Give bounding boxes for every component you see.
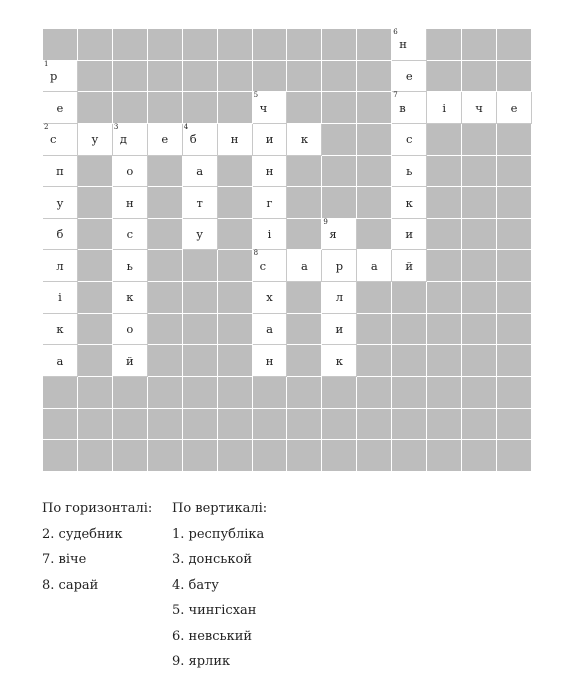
letter-cell [427, 92, 462, 124]
cell-letter: я [329, 227, 337, 242]
block-cell [357, 219, 392, 251]
clue-number: 7 [393, 91, 398, 100]
letter-cell [183, 219, 218, 251]
block-cell [322, 124, 357, 156]
block-cell [183, 92, 218, 124]
block-cell [287, 282, 322, 314]
letter-cell [113, 187, 148, 219]
block-cell [427, 61, 462, 93]
letter-cell [43, 187, 78, 219]
block-cell [322, 156, 357, 188]
block-cell [427, 29, 462, 61]
block-cell [113, 440, 148, 472]
block-cell [78, 377, 113, 409]
letter-cell [462, 92, 497, 124]
cell-letter: п [56, 163, 64, 178]
block-cell [322, 377, 357, 409]
clue-item: 4. бату [172, 577, 219, 593]
block-cell [113, 377, 148, 409]
cell-letter: к [300, 132, 309, 147]
cell-letter: а [370, 258, 378, 273]
block-cell [357, 92, 392, 124]
block-cell [427, 377, 462, 409]
letter-cell [43, 92, 78, 124]
block-cell [497, 29, 532, 61]
cell-letter: е [161, 132, 169, 147]
block-cell [497, 61, 532, 93]
letter-cell [392, 250, 427, 282]
block-cell [218, 440, 253, 472]
block-cell [43, 377, 78, 409]
block-cell [148, 409, 183, 441]
block-cell [357, 156, 392, 188]
cell-letter: н [230, 132, 239, 147]
block-cell [392, 345, 427, 377]
letter-cell [253, 314, 288, 346]
block-cell [462, 187, 497, 219]
cell-letter: о [126, 163, 134, 178]
letter-cell [43, 219, 78, 251]
letter-cell [392, 124, 427, 156]
block-cell [287, 314, 322, 346]
block-cell [183, 314, 218, 346]
block-cell [218, 345, 253, 377]
clue-item: 9. ярлик [172, 654, 231, 669]
block-cell [322, 409, 357, 441]
block-cell [78, 156, 113, 188]
clue-item: 3. донськой [172, 552, 253, 567]
block-cell [218, 29, 253, 61]
cell-letter: а [266, 322, 273, 337]
block-cell [497, 156, 532, 188]
cell-letter: і [442, 100, 447, 115]
letter-cell [43, 156, 78, 188]
clue-number: 5 [253, 91, 259, 100]
block-cell [357, 282, 392, 314]
block-cell [218, 409, 253, 441]
letter-cell [253, 250, 288, 282]
letter-cell [113, 282, 148, 314]
block-cell [148, 250, 183, 282]
letter-cell [392, 29, 427, 61]
block-cell [357, 314, 392, 346]
cell-letter: у [91, 132, 99, 147]
cell-letter: а [56, 353, 64, 368]
block-cell [462, 219, 497, 251]
cell-letter: о [126, 322, 134, 337]
letter-cell [287, 250, 322, 282]
block-cell [287, 29, 322, 61]
block-cell [427, 219, 462, 251]
block-cell [183, 377, 218, 409]
clue-item: 7. віче [42, 552, 87, 567]
block-cell [218, 61, 253, 93]
block-cell [78, 92, 113, 124]
cell-letter: с [259, 258, 267, 273]
cell-letter: и [335, 322, 344, 337]
block-cell [78, 282, 113, 314]
block-cell [357, 187, 392, 219]
block-cell [497, 345, 532, 377]
block-cell [78, 61, 113, 93]
cell-letter: с [406, 132, 413, 147]
cell-letter: а [196, 163, 204, 178]
cell-letter: и [405, 227, 414, 242]
clue-item: 2. судебник [42, 526, 123, 542]
clue-number: 1 [44, 59, 49, 68]
cell-letter: ч [259, 100, 268, 115]
block-cell [113, 409, 148, 441]
block-cell [322, 187, 357, 219]
cell-letter: к [56, 322, 64, 337]
letter-cell [497, 92, 532, 124]
block-cell [78, 29, 113, 61]
block-cell [148, 187, 183, 219]
block-cell [322, 61, 357, 93]
cell-letter: н [399, 37, 407, 52]
block-cell [462, 29, 497, 61]
letter-cell [43, 250, 78, 282]
clue-number: 6 [393, 28, 398, 36]
vertical-clues [172, 496, 267, 675]
cell-letter: у [196, 227, 204, 242]
clue-number: 4 [183, 122, 189, 131]
cell-letter: ь [126, 258, 133, 273]
block-cell [287, 345, 322, 377]
clue-number: 2 [44, 122, 49, 131]
block-cell [462, 345, 497, 377]
block-cell [357, 345, 392, 377]
block-cell [218, 314, 253, 346]
block-cell [253, 29, 288, 61]
clue-number: 8 [253, 249, 259, 258]
letter-cell [392, 187, 427, 219]
cell-letter: р [50, 68, 58, 83]
block-cell [392, 282, 427, 314]
block-cell [497, 250, 532, 282]
block-cell [218, 282, 253, 314]
block-cell [253, 409, 288, 441]
letter-cell [322, 314, 357, 346]
block-cell [218, 219, 253, 251]
cell-letter: й [125, 353, 134, 368]
block-cell [497, 409, 532, 441]
letter-cell [43, 61, 78, 93]
block-cell [218, 187, 253, 219]
crossword-grid [42, 28, 532, 472]
block-cell [113, 61, 148, 93]
block-cell [218, 92, 253, 124]
block-cell [287, 219, 322, 251]
block-cell [497, 187, 532, 219]
cell-letter: у [56, 195, 64, 210]
block-cell [392, 314, 427, 346]
block-cell [287, 409, 322, 441]
block-cell [427, 345, 462, 377]
cell-letter: б [189, 132, 197, 147]
letter-cell [253, 219, 288, 251]
block-cell [218, 377, 253, 409]
letter-cell [78, 124, 113, 156]
letter-cell [392, 156, 427, 188]
clues-section [42, 496, 522, 676]
block-cell [148, 440, 183, 472]
block-cell [183, 250, 218, 282]
block-cell [183, 282, 218, 314]
cell-letter: ь [406, 163, 413, 178]
block-cell [357, 377, 392, 409]
letter-cell [357, 250, 392, 282]
cell-letter: и [265, 132, 274, 147]
block-cell [427, 409, 462, 441]
letter-cell [322, 345, 357, 377]
block-cell [287, 440, 322, 472]
clue-number: 9 [323, 217, 328, 226]
block-cell [462, 314, 497, 346]
cell-letter: р [335, 258, 344, 273]
letter-cell [43, 314, 78, 346]
cell-letter: ч [475, 100, 483, 115]
block-cell [462, 156, 497, 188]
cell-letter: г [266, 195, 273, 210]
cell-letter: н [125, 195, 134, 210]
block-cell [183, 409, 218, 441]
block-cell [427, 124, 462, 156]
block-cell [427, 250, 462, 282]
block-cell [148, 92, 183, 124]
letter-cell [43, 282, 78, 314]
block-cell [113, 29, 148, 61]
block-cell [462, 377, 497, 409]
block-cell [183, 345, 218, 377]
cell-letter: д [119, 132, 127, 147]
block-cell [148, 345, 183, 377]
cell-letter: е [510, 100, 518, 115]
cell-letter: н [265, 353, 274, 368]
cell-letter: к [335, 353, 343, 368]
letter-cell [253, 282, 288, 314]
block-cell [427, 187, 462, 219]
block-cell [392, 377, 427, 409]
cell-letter: й [405, 258, 414, 273]
clue-number: 3 [113, 122, 119, 131]
block-cell [78, 219, 113, 251]
clue-item: 6. невський [172, 628, 253, 644]
block-cell [357, 61, 392, 93]
block-cell [148, 377, 183, 409]
block-cell [218, 156, 253, 188]
block-cell [148, 314, 183, 346]
letter-cell [183, 156, 218, 188]
letter-cell [43, 124, 78, 156]
block-cell [183, 29, 218, 61]
block-cell [462, 124, 497, 156]
block-cell [497, 314, 532, 346]
block-cell [427, 440, 462, 472]
cell-letter: к [126, 290, 134, 305]
letter-cell [322, 219, 357, 251]
block-cell [322, 440, 357, 472]
letter-cell [113, 314, 148, 346]
letter-cell [392, 61, 427, 93]
cell-letter: с [50, 132, 57, 147]
block-cell [357, 440, 392, 472]
letter-cell [183, 187, 218, 219]
block-cell [392, 440, 427, 472]
cell-letter: б [56, 227, 64, 242]
cell-letter: с [126, 227, 134, 242]
block-cell [497, 124, 532, 156]
letter-cell [113, 345, 148, 377]
block-cell [462, 250, 497, 282]
cell-letter: в [399, 100, 406, 115]
block-cell [427, 282, 462, 314]
clue-item: 1. республіка [172, 526, 265, 542]
horizontal-clues-heading: По горизонталі: [42, 501, 153, 516]
clue-item: 8. сарай [42, 577, 99, 593]
block-cell [78, 409, 113, 441]
block-cell [357, 124, 392, 156]
block-cell [497, 440, 532, 472]
cell-letter: н [265, 163, 274, 178]
clue-item: 5. чингісхан [172, 603, 257, 618]
letter-cell [218, 124, 253, 156]
block-cell [357, 409, 392, 441]
block-cell [392, 409, 427, 441]
block-cell [287, 156, 322, 188]
block-cell [113, 92, 148, 124]
block-cell [43, 29, 78, 61]
cell-letter: е [405, 68, 413, 83]
block-cell [497, 219, 532, 251]
block-cell [43, 440, 78, 472]
cell-letter: і [58, 290, 62, 305]
block-cell [78, 250, 113, 282]
letter-cell [113, 124, 148, 156]
block-cell [253, 377, 288, 409]
cell-letter: е [56, 100, 64, 115]
block-cell [253, 61, 288, 93]
letter-cell [148, 124, 183, 156]
letter-cell [253, 187, 288, 219]
block-cell [287, 377, 322, 409]
block-cell [427, 156, 462, 188]
letter-cell [287, 124, 322, 156]
block-cell [218, 250, 253, 282]
cell-letter: а [301, 258, 308, 273]
block-cell [287, 61, 322, 93]
block-cell [148, 219, 183, 251]
block-cell [183, 440, 218, 472]
letter-cell [253, 92, 288, 124]
cell-letter: к [405, 195, 413, 210]
block-cell [148, 61, 183, 93]
block-cell [462, 61, 497, 93]
letter-cell [253, 156, 288, 188]
block-cell [322, 92, 357, 124]
letter-cell [322, 282, 357, 314]
block-cell [322, 29, 357, 61]
horizontal-clues [42, 496, 152, 598]
block-cell [287, 92, 322, 124]
letter-cell [113, 219, 148, 251]
block-cell [148, 156, 183, 188]
block-cell [78, 187, 113, 219]
block-cell [43, 409, 78, 441]
letter-cell [253, 124, 288, 156]
block-cell [462, 282, 497, 314]
letter-cell [322, 250, 357, 282]
letter-cell [392, 219, 427, 251]
block-cell [78, 440, 113, 472]
letter-cell [43, 345, 78, 377]
block-cell [78, 314, 113, 346]
letter-cell [392, 92, 427, 124]
cell-letter: л [335, 290, 344, 305]
cell-letter: л [56, 258, 64, 273]
block-cell [462, 409, 497, 441]
letter-cell [183, 124, 218, 156]
block-cell [78, 345, 113, 377]
letter-cell [113, 250, 148, 282]
vertical-clues-heading: По вертикалі: [172, 501, 268, 516]
block-cell [183, 61, 218, 93]
block-cell [287, 187, 322, 219]
cell-letter: і [267, 227, 272, 242]
block-cell [462, 440, 497, 472]
block-cell [148, 282, 183, 314]
cell-letter: т [196, 195, 203, 210]
letter-cell [253, 345, 288, 377]
block-cell [253, 440, 288, 472]
letter-cell [113, 156, 148, 188]
block-cell [497, 282, 532, 314]
block-cell [427, 314, 462, 346]
block-cell [497, 377, 532, 409]
block-cell [357, 29, 392, 61]
cell-letter: х [266, 290, 273, 305]
block-cell [148, 29, 183, 61]
